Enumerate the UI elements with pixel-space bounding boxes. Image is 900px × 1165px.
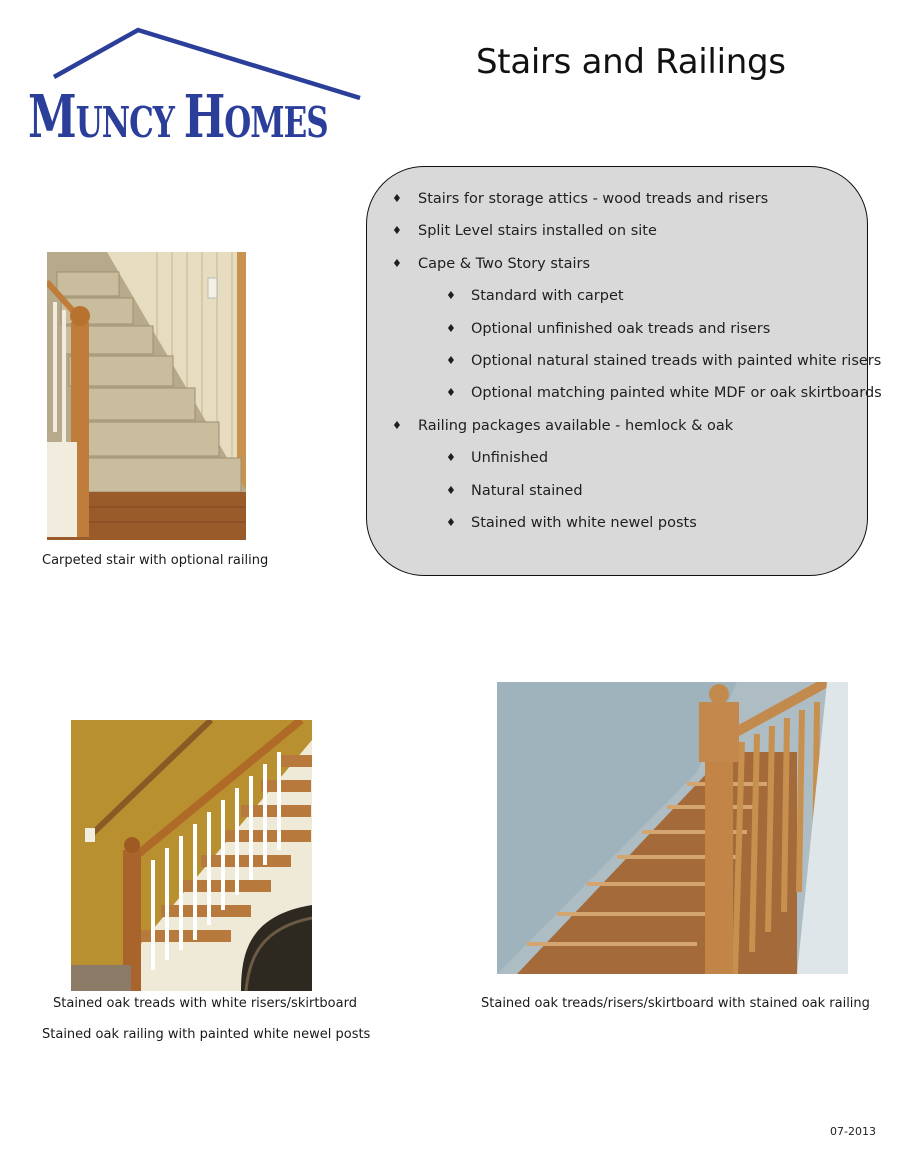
stained-oak-stair-photo (497, 682, 848, 974)
white-risers-caption-line2: Stained oak railing with painted white newel posts (42, 1027, 371, 1042)
diamond-bullet-icon: ♦ (446, 353, 456, 367)
diamond-bullet-icon: ♦ (392, 224, 402, 238)
diamond-bullet-icon: ♦ (446, 386, 456, 400)
diamond-bullet-icon: ♦ (446, 451, 456, 465)
feature-subitem: ♦ Optional matching painted white MDF or oak skirtboards (446, 385, 882, 402)
feature-subitem: ♦ Stained with white newel posts (446, 514, 697, 531)
diamond-bullet-icon: ♦ (392, 256, 402, 270)
stained-oak-caption: Stained oak treads/risers/skirtboard with stained oak railing (481, 996, 870, 1011)
diamond-bullet-icon: ♦ (392, 192, 402, 205)
diamond-bullet-icon: ♦ (446, 321, 456, 335)
feature-subitem: ♦ Unfinished (446, 450, 549, 467)
revision-date: 07-2013 (830, 1125, 876, 1138)
logo-wordmark: MUNCY HOMES (28, 82, 328, 152)
diamond-bullet-icon: ♦ (446, 515, 456, 529)
white-risers-stair-photo (71, 720, 312, 991)
page-title: Stairs and Railings (476, 42, 786, 82)
feature-subitem: ♦ Optional natural stained treads with painted white risers (446, 352, 882, 369)
feature-item: ♦ Stairs for storage attics - wood treads and risers (392, 191, 769, 207)
feature-subitem: ♦ Standard with carpet (446, 288, 624, 305)
carpeted-stair-caption: Carpeted stair with optional railing (42, 553, 269, 568)
carpeted-stair-photo (47, 252, 246, 540)
feature-item: ♦ Railing packages available - hemlock & oak (392, 417, 734, 434)
features-panel (366, 166, 882, 576)
muncy-homes-logo (28, 26, 368, 152)
feature-subitem: ♦ Natural stained (446, 482, 583, 499)
diamond-bullet-icon: ♦ (446, 483, 456, 497)
white-risers-caption-line1: Stained oak treads with white risers/skirtboard (53, 996, 357, 1011)
diamond-bullet-icon: ♦ (392, 418, 402, 432)
feature-item: ♦ Split Level stairs installed on site (392, 223, 657, 240)
feature-item: ♦ Cape & Two Story stairs (392, 255, 591, 272)
feature-subitem: ♦ Optional unfinished oak treads and risers (446, 320, 771, 337)
diamond-bullet-icon: ♦ (446, 289, 456, 303)
feature-list (367, 189, 882, 545)
